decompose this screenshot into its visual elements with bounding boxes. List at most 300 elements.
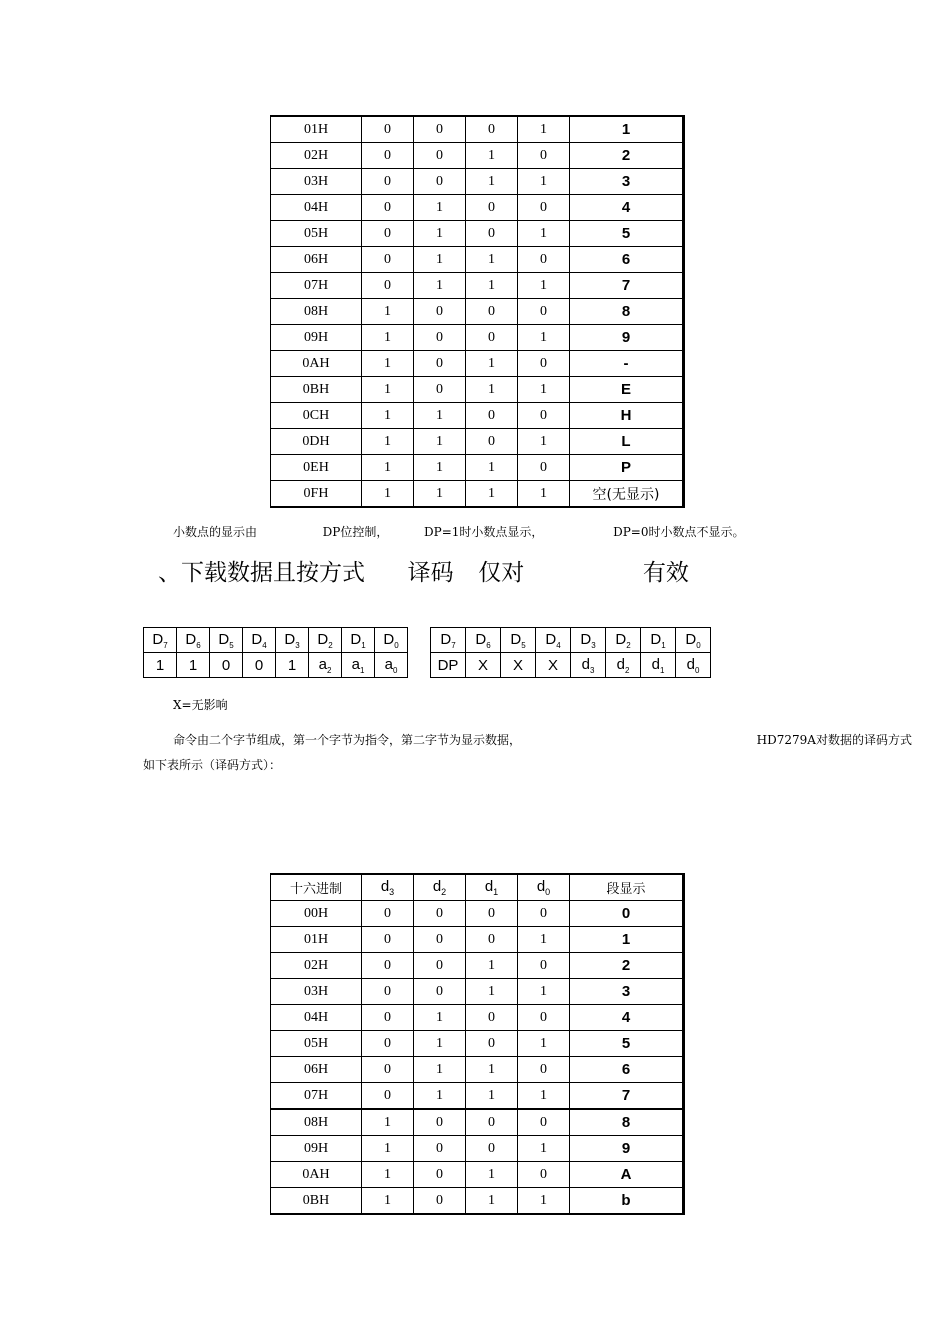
segment-cell: 0 <box>570 901 684 927</box>
table-cell: 0 <box>414 901 466 927</box>
segment-cell: 4 <box>570 195 684 221</box>
segment-cell: 6 <box>570 1057 684 1083</box>
table-cell: 1 <box>466 247 518 273</box>
table-cell: 1 <box>466 351 518 377</box>
table-cell: 0AH <box>271 1162 362 1188</box>
table-cell: 1 <box>466 273 518 299</box>
column-header-text: d <box>432 878 442 895</box>
bit-value <box>466 653 501 678</box>
table-cell: 0 <box>466 1109 518 1136</box>
table-row <box>271 901 684 927</box>
bit-subscript: 0 <box>392 665 398 675</box>
table-cell: 04H <box>271 195 362 221</box>
table-cell: 0BH <box>271 1188 362 1215</box>
table-cell: 1 <box>414 429 466 455</box>
bit-label <box>375 628 408 653</box>
bit-value <box>309 653 342 678</box>
table-cell: 0DH <box>271 429 362 455</box>
table-row <box>271 299 684 325</box>
table-cell: 0 <box>518 901 570 927</box>
segment-cell: E <box>570 377 684 403</box>
segment-cell: 1 <box>570 116 684 143</box>
bit-subscript: 0 <box>394 640 399 650</box>
table-cell: 0 <box>362 927 414 953</box>
segment-cell: 5 <box>570 1031 684 1057</box>
bit-value <box>375 653 408 678</box>
table-cell: 1 <box>362 325 414 351</box>
bit-text: D <box>284 630 296 648</box>
segment-cell: 9 <box>570 325 684 351</box>
table-cell: 0 <box>466 195 518 221</box>
bit-label <box>501 628 536 653</box>
column-header-subscript: 0 <box>545 887 551 897</box>
bit-label <box>431 628 466 653</box>
bit-text: X <box>547 656 558 674</box>
table-cell: 1 <box>518 927 570 953</box>
bit-text: D <box>383 630 395 648</box>
heading-part2: 译码 <box>407 560 454 586</box>
table-cell: 0 <box>362 143 414 169</box>
table-cell: 1 <box>414 481 466 508</box>
table-row <box>271 1083 684 1110</box>
bit-value <box>144 653 177 678</box>
segment-cell: P <box>570 455 684 481</box>
table-cell: 0 <box>414 143 466 169</box>
table-cell: 08H <box>271 299 362 325</box>
table-row <box>271 221 684 247</box>
table-cell: 1 <box>518 1083 570 1110</box>
table-cell: 1 <box>518 481 570 508</box>
bit-text: D <box>685 630 697 648</box>
table-cell: 0 <box>362 1057 414 1083</box>
table-cell: 0 <box>518 195 570 221</box>
segment-cell: 3 <box>570 979 684 1005</box>
table-cell: 1 <box>414 455 466 481</box>
dp-note-part4: DP=0时小数点不显示。 <box>613 525 745 539</box>
table-cell: 0 <box>518 1162 570 1188</box>
table-row <box>271 247 684 273</box>
table-cell: 1 <box>466 377 518 403</box>
bit-subscript: 1 <box>361 640 366 650</box>
bit-text: D <box>440 630 452 648</box>
table-row <box>271 325 684 351</box>
bit-label <box>641 628 676 653</box>
table-cell: 1 <box>414 403 466 429</box>
table-cell: 0 <box>414 169 466 195</box>
table-cell: 1 <box>518 116 570 143</box>
table-cell: 1 <box>466 1083 518 1110</box>
table-cell: 1 <box>518 377 570 403</box>
table-cell: 1 <box>466 481 518 508</box>
segment-cell: b <box>570 1188 684 1215</box>
dp-note-part3: DP=1时小数点显示， <box>424 525 544 539</box>
column-header <box>414 874 466 901</box>
segment-cell: 2 <box>570 143 684 169</box>
bit-label <box>276 628 309 653</box>
bit-text: d <box>581 655 590 673</box>
segment-cell: L <box>570 429 684 455</box>
segment-cell: 8 <box>570 1109 684 1136</box>
bit-subscript: 3 <box>295 640 300 650</box>
bit-value <box>676 653 711 678</box>
table-cell: 0 <box>466 429 518 455</box>
segment-cell: 7 <box>570 1083 684 1110</box>
table-cell: 08H <box>271 1109 362 1136</box>
table-cell: 1 <box>362 1188 414 1215</box>
table-cell: 0 <box>518 1057 570 1083</box>
heading-part4: 有效 <box>642 560 689 586</box>
table-cell: 0 <box>362 953 414 979</box>
bit-subscript: 3 <box>589 665 595 675</box>
bit-text: a <box>318 655 327 673</box>
bit-subscript: 4 <box>556 640 561 650</box>
table-cell: 1 <box>518 325 570 351</box>
segment-cell: 3 <box>570 169 684 195</box>
table-cell: 1 <box>518 169 570 195</box>
column-header <box>271 874 362 901</box>
table-cell: 05H <box>271 221 362 247</box>
segment-cell: 4 <box>570 1005 684 1031</box>
table-cell: 0FH <box>271 481 362 508</box>
column-header-text: d <box>484 878 494 895</box>
table-cell: 04H <box>271 1005 362 1031</box>
table-cell: 0 <box>414 377 466 403</box>
segment-cell: 6 <box>570 247 684 273</box>
bit-label <box>466 628 501 653</box>
table-cell: 0 <box>362 169 414 195</box>
column-header-text: d <box>380 878 390 895</box>
command-note-line2: 如下表所示（译码方式）： <box>143 758 282 772</box>
bit-subscript: 7 <box>451 640 456 650</box>
decode-table-2 <box>270 873 685 1215</box>
table-cell: 1 <box>362 481 414 508</box>
table-cell: 1 <box>414 1057 466 1083</box>
table-cell: 1 <box>362 403 414 429</box>
table-cell: 1 <box>466 455 518 481</box>
bit-value <box>177 653 210 678</box>
heading-part3: 仅对 <box>478 560 525 586</box>
table-cell: 1 <box>518 1136 570 1162</box>
table-cell: 07H <box>271 273 362 299</box>
bit-subscript: 5 <box>229 640 234 650</box>
table-row <box>271 1188 684 1215</box>
bit-subscript: 6 <box>196 640 201 650</box>
table-cell: 0 <box>466 299 518 325</box>
bit-text: a <box>351 655 360 673</box>
table-row <box>271 481 684 508</box>
bit-label <box>144 628 177 653</box>
table-cell: 0 <box>518 247 570 273</box>
column-header-text: d <box>536 878 546 895</box>
table-cell: 0 <box>362 273 414 299</box>
segment-cell: 空(无显示) <box>570 481 684 508</box>
table-row <box>271 953 684 979</box>
table-cell: 1 <box>518 979 570 1005</box>
segment-cell: 5 <box>570 221 684 247</box>
table-cell: 03H <box>271 979 362 1005</box>
section-heading <box>158 554 689 587</box>
column-header-text: 段显示 <box>606 882 646 897</box>
table-cell: 0 <box>466 221 518 247</box>
bit-value <box>571 653 606 678</box>
segment-cell: 2 <box>570 953 684 979</box>
dp-note <box>173 523 744 540</box>
table-row <box>271 1031 684 1057</box>
table-cell: 0 <box>362 901 414 927</box>
table-cell: 0 <box>362 116 414 143</box>
bit-text: D <box>152 630 164 648</box>
table-cell: 06H <box>271 1057 362 1083</box>
bit-text: d <box>686 655 695 673</box>
table-row <box>271 195 684 221</box>
bit-text: d <box>651 655 660 673</box>
table-cell: 0 <box>414 953 466 979</box>
table-cell: 0 <box>518 351 570 377</box>
table-cell: 0 <box>362 195 414 221</box>
bit-text: 1 <box>287 656 297 674</box>
table-cell: 1 <box>362 1109 414 1136</box>
table-cell: 1 <box>362 351 414 377</box>
table-cell: 0 <box>362 221 414 247</box>
table-row <box>271 143 684 169</box>
bit-text: D <box>185 630 197 648</box>
table-cell: 0 <box>466 403 518 429</box>
table-cell: 0 <box>414 1162 466 1188</box>
column-header-subscript: 2 <box>441 887 447 897</box>
table-cell: 0 <box>466 1136 518 1162</box>
bit-text: 1 <box>155 656 165 674</box>
bit-subscript: 5 <box>521 640 526 650</box>
table-cell: 1 <box>518 221 570 247</box>
bit-subscript: 2 <box>326 665 332 675</box>
table-cell: 1 <box>466 979 518 1005</box>
dp-note-part2: DP位控制， <box>322 525 389 539</box>
table-cell: 1 <box>518 1188 570 1215</box>
segment-cell: 7 <box>570 273 684 299</box>
table-row <box>271 1057 684 1083</box>
segment-cell: 1 <box>570 927 684 953</box>
column-header <box>466 874 518 901</box>
table-row <box>271 169 684 195</box>
table-cell: 1 <box>414 195 466 221</box>
table-cell: 0 <box>362 247 414 273</box>
table-cell: 0 <box>466 116 518 143</box>
bit-text: 1 <box>188 656 198 674</box>
table-cell: 0 <box>414 1188 466 1215</box>
table-cell: 03H <box>271 169 362 195</box>
column-header <box>362 874 414 901</box>
table-cell: 0 <box>414 351 466 377</box>
bit-subscript: 4 <box>262 640 267 650</box>
table-row <box>271 403 684 429</box>
bit-value <box>606 653 641 678</box>
table-cell: 0EH <box>271 455 362 481</box>
segment-cell: H <box>570 403 684 429</box>
bit-subscript: 3 <box>591 640 596 650</box>
table-cell: 0 <box>518 403 570 429</box>
table-cell: 0 <box>362 979 414 1005</box>
bit-text: D <box>251 630 263 648</box>
table-cell: 1 <box>362 1136 414 1162</box>
bit-value <box>276 653 309 678</box>
bit-value <box>501 653 536 678</box>
table-cell: 02H <box>271 143 362 169</box>
table-cell: 0 <box>362 1083 414 1110</box>
bit-value-row <box>144 653 408 678</box>
bit-label <box>571 628 606 653</box>
bit-value-row <box>431 653 711 678</box>
table-cell: 09H <box>271 325 362 351</box>
bit-header-row <box>144 628 408 653</box>
bit-value <box>431 653 466 678</box>
table-cell: 0AH <box>271 351 362 377</box>
bit-header-row <box>431 628 711 653</box>
table-row <box>271 1136 684 1162</box>
table-cell: 1 <box>466 143 518 169</box>
bit-label <box>210 628 243 653</box>
table-cell: 1 <box>414 247 466 273</box>
table-cell: 1 <box>362 1162 414 1188</box>
table-cell: 07H <box>271 1083 362 1110</box>
table-cell: 0 <box>518 1109 570 1136</box>
table-cell: 0 <box>414 1109 466 1136</box>
bit-subscript: 0 <box>696 640 701 650</box>
heading-part1: 、下载数据且按方式 <box>158 560 365 586</box>
table-cell: 1 <box>414 273 466 299</box>
table-cell: 1 <box>518 273 570 299</box>
bit-text: d <box>616 655 625 673</box>
bit-subscript: 7 <box>163 640 168 650</box>
bit-text: D <box>218 630 230 648</box>
table-row <box>271 979 684 1005</box>
table-row <box>271 273 684 299</box>
table-cell: 1 <box>362 429 414 455</box>
table-cell: 1 <box>466 953 518 979</box>
bit-text: 0 <box>221 656 231 674</box>
table-cell: 1 <box>414 1031 466 1057</box>
column-header <box>570 874 684 901</box>
table-cell: 0 <box>518 1005 570 1031</box>
bit-label <box>243 628 276 653</box>
bit-text: D <box>545 630 557 648</box>
bit-value <box>210 653 243 678</box>
table-row <box>271 116 684 143</box>
table-cell: 0 <box>518 953 570 979</box>
bit-subscript: 6 <box>486 640 491 650</box>
table-cell: 0 <box>518 455 570 481</box>
table-cell: 0 <box>414 927 466 953</box>
bit-value <box>342 653 375 678</box>
table-cell: 1 <box>466 1188 518 1215</box>
table-cell: 0BH <box>271 377 362 403</box>
table-row <box>271 377 684 403</box>
table-cell: 1 <box>466 1057 518 1083</box>
bit-label <box>342 628 375 653</box>
table-cell: 1 <box>414 1083 466 1110</box>
decode-table-1 <box>270 115 685 508</box>
bit-text: D <box>475 630 487 648</box>
bit-text: D <box>615 630 627 648</box>
bit-value <box>536 653 571 678</box>
table-cell: 0 <box>518 299 570 325</box>
bit-subscript: 1 <box>661 640 666 650</box>
table-cell: 02H <box>271 953 362 979</box>
table-row <box>271 429 684 455</box>
bit-subscript: 1 <box>359 665 365 675</box>
column-header-text: 十六进制 <box>289 882 342 897</box>
command-note-line1a: 命令由二个字节组成，第一个字节为指令，第二字节为显示数据， <box>173 733 522 747</box>
bit-text: X <box>477 656 488 674</box>
table-cell: 0 <box>466 927 518 953</box>
bit-value <box>243 653 276 678</box>
table-cell: 1 <box>362 377 414 403</box>
command-note-line1 <box>173 731 912 748</box>
table-header-row <box>271 874 684 901</box>
bit-label <box>177 628 210 653</box>
table-cell: 00H <box>271 901 362 927</box>
bit-text: D <box>317 630 329 648</box>
table-cell: 09H <box>271 1136 362 1162</box>
table-cell: 01H <box>271 116 362 143</box>
bit-label <box>309 628 342 653</box>
table-cell: 1 <box>362 299 414 325</box>
bit-subscript: 0 <box>694 665 700 675</box>
table-cell: 1 <box>518 429 570 455</box>
bit-text: X <box>512 656 523 674</box>
bit-subscript: 2 <box>626 640 631 650</box>
table-row <box>271 455 684 481</box>
bit-text: D <box>580 630 592 648</box>
table-cell: 0 <box>362 1005 414 1031</box>
bit-subscript: 2 <box>328 640 333 650</box>
bit-subscript: 1 <box>659 665 665 675</box>
table-cell: 06H <box>271 247 362 273</box>
table-row <box>271 351 684 377</box>
bit-text: DP <box>437 656 459 674</box>
table-cell: 0 <box>362 1031 414 1057</box>
first-byte-bits-table <box>143 627 408 678</box>
bit-text: 0 <box>254 656 264 674</box>
table-row <box>271 1005 684 1031</box>
table-cell: 1 <box>518 1031 570 1057</box>
column-header-subscript: 1 <box>493 887 499 897</box>
table-cell: 0 <box>414 116 466 143</box>
x-note: X=无影响 <box>173 698 228 712</box>
bit-text: D <box>350 630 362 648</box>
second-byte-bits-table <box>430 627 711 678</box>
table-cell: 0 <box>414 1136 466 1162</box>
table-cell: 0CH <box>271 403 362 429</box>
table-cell: 0 <box>518 143 570 169</box>
table-cell: 0 <box>466 1005 518 1031</box>
table-cell: 1 <box>466 1162 518 1188</box>
table-cell: 0 <box>466 1031 518 1057</box>
segment-cell: 8 <box>570 299 684 325</box>
table-cell: 0 <box>414 979 466 1005</box>
dp-note-part1: 小数点的显示由 <box>173 525 258 539</box>
bit-label <box>676 628 711 653</box>
table-row <box>271 1109 684 1136</box>
table-cell: 1 <box>414 221 466 247</box>
table-cell: 0 <box>414 299 466 325</box>
bit-text: D <box>510 630 522 648</box>
column-header-subscript: 3 <box>389 887 395 897</box>
segment-cell: - <box>570 351 684 377</box>
table-cell: 0 <box>414 325 466 351</box>
column-header <box>518 874 570 901</box>
segment-cell: A <box>570 1162 684 1188</box>
segment-cell: 9 <box>570 1136 684 1162</box>
